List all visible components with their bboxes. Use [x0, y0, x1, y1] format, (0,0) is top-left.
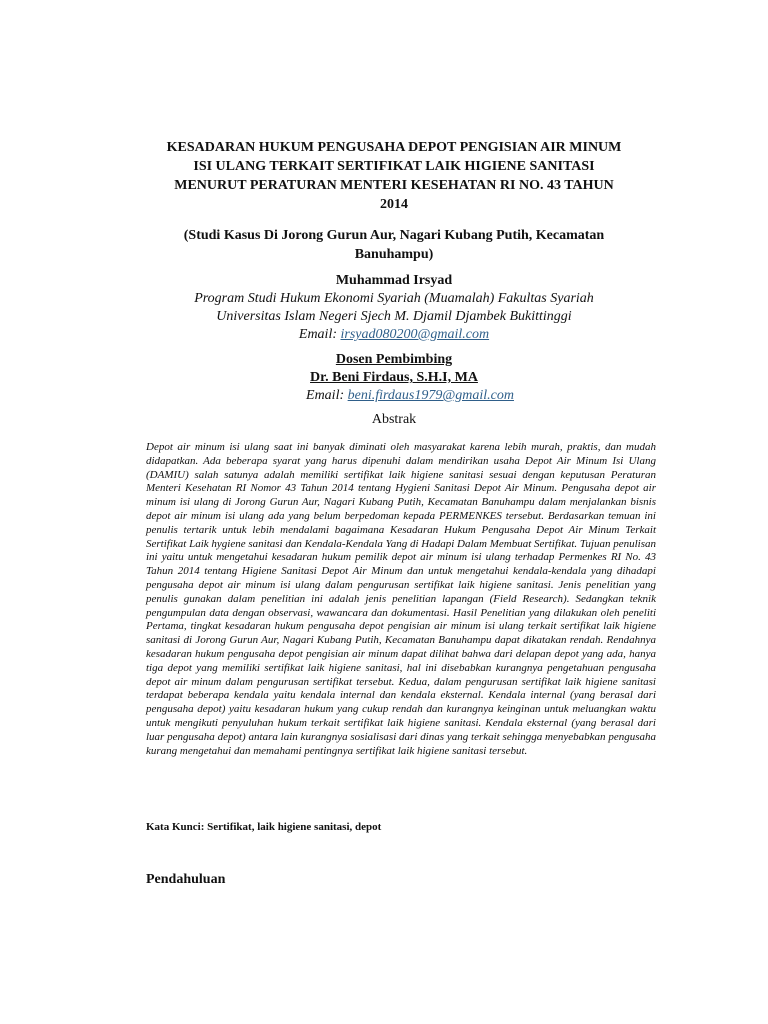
subtitle-line: (Studi Kasus Di Jorong Gurun Aur, Nagari Kubang Putih, Kecamatan: [183, 228, 605, 243]
supervisor-heading: Dosen Pembimbing: [335, 352, 453, 367]
supervisor-name: Dr. Beni Firdaus, S.H.I, MA: [310, 370, 478, 385]
abstract-body: Depot air minum isi ulang saat ini banyak diminati oleh masyarakat karena lebih murah, praktis, dan mudah didapatkan. Ada beberapa syarat yang harus dipenuhi dalam mendirikan usaha Depot Air Minum Isi Ulang (DAMIU) salah satunya adalah memiliki sertifikat laik higiene sanitasi sesuai dengan keputusan Peraturan Menteri Kesehatan RI Nomor 43 Tahun 2014 tentang Hygieni Sanitasi Depot Air Minum. Pengusaha depot air minum isi ulang di Jorong Gurun Aur, Nagari Kubang Putih, Kecamatan Banuhampu dalam menjalankan bisnis depot air minum isi ulang ada yang belum berpedoman kepada PERMENKES tersebut. Berdasarkan temuan ini penulis tertarik untuk lebih mendalami bagaimana Kesadaran Hukum Pengusaha Depot Air Minum Terkait Sertifikat Laik hygiene sanitasi dan Kendala-Kendala Yang di Hadapi Dalam Membuat Sertifikat. Tujuan penulisan ini yaitu untuk mengetahui kesadaran hukum pemilik depot air minum isi ulang terhadap Permenkes RI No. 43 Tahun 2014 tentang Higiene Sanitasi Depot Air Minum dan untuk mengetahui kendala-kendala yang dihadapi pengusaha depot air minum isi ulang dalam pengurusan sertifikat laik higiene sanitasi. Jenis penelitian yang penulis gunakan dalam penelitian ini adalah jenis penelitian lapangan (Field Research). Sedangkan teknik pengumpulan data dengan observasi, wawancara dan dokumentasi. Hasil Penelitian yang dilakukan oleh peneliti Pertama, tingkat kesadaran hukum pengusaha depot pengisian air minum isi ulang terkait sertifikat laik higiene sanitasi di Jorong Gurun Aur, Nagari Kubang Putih, Kecamatan Banuhampu dapat dikatakan rendah. Rendahnya kesadaran hukum pengusaha depot pengisian air minum dapat dilihat bahwa dari delapan depot yang ada, hanya tiga depot yang memiliki sertifikat laik higiene sanitasi, hal ini disebabkan kurangnya pengetahuan pengusaha depot air minum dalam pengurusan sertifikat tersebut. Kedua, dalam pengurusan sertifikat laik higiene sanitasi terdapat beberapa kendala yaitu kendala internal dan kendala eksternal. Kendala internal (yang berasal dari pengusaha depot) yaitu kesadaran hukum yang cukup rendah dan kurangnya keinginan untuk meluangkan waktu untuk mengikuti penyuluhan hukum terkait sertifikat laik higiene sanitasi. Kendala eksternal (yang berasal dari luar pengusaha depot) antara lain kurangnya sosialisasi dari dinas yang terkait sehingga menyebabkan pengusaha kurang mengetahui dan memahami pentingnya sertifikat laik higiene sanitasi tersebut.: [146, 441, 656, 757]
supervisor-block: [130, 351, 658, 405]
author-email-link[interactable]: irsyad080200@gmail.com: [340, 327, 490, 342]
author-affiliation: Program Studi Hukum Ekonomi Syariah (Muamalah) Fakultas Syariah: [194, 291, 594, 306]
title-line: KESADARAN HUKUM PENGUSAHA DEPOT PENGISIAN AIR MINUM: [166, 140, 622, 155]
author-email-line: [130, 326, 658, 344]
author-block: [130, 272, 658, 344]
supervisor-email-line: [130, 387, 658, 405]
author-email-label: Email:: [298, 327, 341, 342]
title-line: ISI ULANG TERKAIT SERTIFIKAT LAIK HIGIENE SANITASI: [193, 159, 595, 174]
paper-subtitle: [155, 226, 633, 264]
abstract-heading: Abstrak: [371, 412, 417, 427]
supervisor-email-label: Email:: [306, 388, 348, 403]
supervisor-email-link[interactable]: beni.firdaus1979@gmail.com: [347, 388, 514, 403]
title-line: 2014: [380, 197, 408, 212]
title-line: MENURUT PERATURAN MENTERI KESEHATAN RI NO. 43 TAHUN: [174, 178, 614, 193]
author-affiliation: Universitas Islam Negeri Sjech M. Djamil Djambek Bukittinggi: [216, 309, 572, 324]
author-name: Muhammad Irsyad: [335, 273, 453, 288]
paper-title: [140, 138, 648, 214]
keywords: Kata Kunci: Sertifikat, laik higiene sanitasi, depot: [146, 821, 382, 833]
subtitle-line: Banuhampu): [354, 247, 434, 262]
section-heading: Pendahuluan: [146, 872, 226, 887]
